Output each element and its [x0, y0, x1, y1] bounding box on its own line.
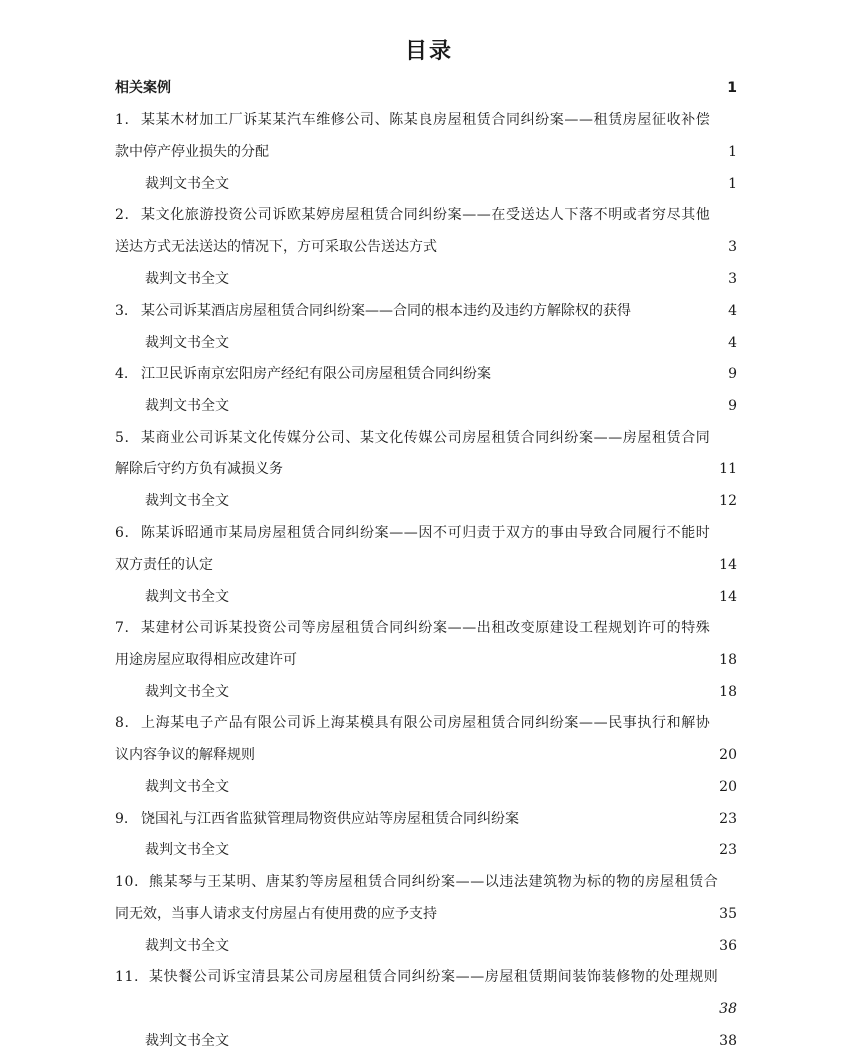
toc-entry-6-line2[interactable] [115, 554, 737, 576]
toc-entry-title-cont: 解除后守约方负有减损义务 [115, 461, 283, 477]
toc-entry-9[interactable] [115, 808, 737, 830]
toc-entry-3[interactable] [115, 300, 737, 322]
toc-entry-title-cont: 双方责任的认定 [115, 557, 213, 573]
toc-entry-title: 某文化旅游投资公司诉欧某婷房屋租赁合同纠纷案——在受送达人下落不明或者穷尽其他 [141, 207, 711, 223]
toc-entry-title: 某商业公司诉某文化传媒分公司、某文化传媒公司房屋租赁合同纠纷案——房屋租赁合同 [141, 430, 711, 446]
toc-subentry-page: 14 [719, 589, 737, 605]
toc-entry-title-cont: 用途房屋应取得相应改建许可 [115, 652, 297, 668]
toc-subentry-9[interactable] [115, 839, 737, 861]
toc-entry-page: 35 [719, 906, 737, 922]
toc-entry-11-line2[interactable] [115, 998, 737, 1020]
toc-subentry-label: 裁判文书全文 [145, 779, 229, 795]
toc-entry-6-line1[interactable] [115, 522, 737, 544]
toc-subentry-page: 23 [719, 842, 737, 858]
toc-entry-page: 20 [719, 747, 737, 763]
toc-entry-number: 5. [115, 430, 130, 446]
toc-subentry-4[interactable] [115, 395, 737, 417]
toc-section[interactable] [115, 77, 737, 99]
toc-entry-number: 8. [115, 715, 130, 731]
toc-entry-5-line1[interactable] [115, 427, 737, 449]
toc-subentry-label: 裁判文书全文 [145, 842, 229, 858]
toc-entry-number: 3. [115, 303, 129, 319]
toc-entry-number: 10. [115, 874, 140, 890]
toc-subentry-1[interactable] [115, 173, 737, 195]
toc-entry-1-line1[interactable] [115, 109, 737, 131]
page-title: 目录 [404, 39, 453, 64]
toc-entry-page: 38 [719, 1001, 737, 1017]
toc-subentry-page: 1 [728, 176, 737, 192]
toc-entry-8-line1[interactable] [115, 712, 737, 734]
toc-entry-page: 4 [728, 303, 737, 319]
toc-subentry-3[interactable] [115, 332, 737, 354]
toc-entry-page: 11 [719, 461, 737, 477]
toc-entry-10-line2[interactable] [115, 903, 737, 925]
toc-subentry-page: 36 [719, 938, 737, 954]
toc-entry-title-cont: 同无效，当事人请求支付房屋占有使用费的应予支持 [115, 906, 437, 922]
toc-entry-page: 9 [728, 366, 737, 382]
toc-subentry-label: 裁判文书全文 [145, 589, 229, 605]
toc-subentry-6[interactable] [115, 586, 737, 608]
toc-subentry-label: 裁判文书全文 [145, 176, 229, 192]
toc-entry-page: 18 [719, 652, 737, 668]
toc-entry-number: 4. [115, 366, 129, 382]
toc-entry-2-line2[interactable] [115, 236, 737, 258]
toc-entry-title-cont: 款中停产停业损失的分配 [115, 144, 269, 160]
toc-entry-2-line1[interactable] [115, 204, 737, 226]
toc-section-label: 相关案例 [115, 80, 171, 96]
toc-subentry-label: 裁判文书全文 [145, 684, 229, 700]
toc-entry-4[interactable] [115, 363, 737, 385]
toc-subentry-8[interactable] [115, 776, 737, 798]
toc-subentry-label: 裁判文书全文 [145, 335, 229, 351]
toc-subentry-page: 20 [719, 779, 737, 795]
toc-entry-title-cont: 送达方式无法送达的情况下，方可采取公告送达方式 [115, 239, 437, 255]
toc-entry-10-line1[interactable] [115, 871, 737, 893]
toc-entry-number: 7. [115, 620, 130, 636]
toc-subentry-label: 裁判文书全文 [145, 398, 229, 414]
toc-subentry-page: 12 [719, 493, 737, 509]
toc-subentry-2[interactable] [115, 268, 737, 290]
toc-subentry-7[interactable] [115, 681, 737, 703]
toc-entry-title: 某某木材加工厂诉某某汽车维修公司、陈某良房屋租赁合同纠纷案——租赁房屋征收补偿 [141, 112, 711, 128]
toc-entry-5-line2[interactable] [115, 458, 737, 480]
toc-entry-title: 陈某诉昭通市某局房屋租赁合同纠纷案——因不可归责于双方的事由导致合同履行不能时 [141, 525, 711, 541]
toc-entry-number: 11. [115, 969, 140, 985]
toc-subentry-5[interactable] [115, 490, 737, 512]
toc-subentry-label: 裁判文书全文 [145, 938, 229, 954]
toc-entry-title: 饶国礼与江西省监狱管理局物资供应站等房屋租赁合同纠纷案 [141, 811, 519, 827]
toc-subentry-page: 38 [719, 1033, 737, 1049]
toc-subentry-10[interactable] [115, 935, 737, 957]
toc-section-page: 1 [727, 80, 737, 96]
toc-subentry-page: 4 [728, 335, 737, 351]
toc-entry-11-line1[interactable] [115, 966, 737, 988]
toc-entry-page: 14 [719, 557, 737, 573]
toc-entry-7-line2[interactable] [115, 649, 737, 671]
toc-subentry-page: 9 [728, 398, 737, 414]
toc-subentry-page: 3 [728, 271, 737, 287]
toc-subentry-label: 裁判文书全文 [145, 271, 229, 287]
toc-entry-title: 江卫民诉南京宏阳房产经纪有限公司房屋租赁合同纠纷案 [141, 366, 491, 382]
toc-entry-number: 6. [115, 525, 130, 541]
toc-entry-8-line2[interactable] [115, 744, 737, 766]
toc-entry-page: 23 [719, 811, 737, 827]
toc-entry-title: 上海某电子产品有限公司诉上海某模具有限公司房屋租赁合同纠纷案——民事执行和解协 [141, 715, 711, 731]
toc-entry-title: 某建材公司诉某投资公司等房屋租赁合同纠纷案——出租改变原建设工程规划许可的特殊 [141, 620, 711, 636]
toc-entry-7-line1[interactable] [115, 617, 737, 639]
toc-entry-1-line2[interactable] [115, 141, 737, 163]
toc-subentry-label: 裁判文书全文 [145, 493, 229, 509]
toc-entry-number: 9. [115, 811, 129, 827]
toc-subentry-11[interactable] [115, 1030, 737, 1052]
toc-entry-number: 2. [115, 207, 130, 223]
toc-entry-title: 某快餐公司诉宝清县某公司房屋租赁合同纠纷案——房屋租赁期间装饰装修物的处理规则 [149, 969, 719, 985]
toc-entry-title-cont: 议内容争议的解释规则 [115, 747, 255, 763]
toc-entry-title: 某公司诉某酒店房屋租赁合同纠纷案——合同的根本违约及违约方解除权的获得 [141, 303, 631, 319]
toc-subentry-label: 裁判文书全文 [145, 1033, 229, 1049]
toc-entry-page: 3 [728, 239, 737, 255]
toc-entry-number: 1. [115, 112, 130, 128]
toc-subentry-page: 18 [719, 684, 737, 700]
toc-entry-title: 熊某琴与王某明、唐某豹等房屋租赁合同纠纷案——以违法建筑物为标的物的房屋租赁合 [149, 874, 719, 890]
toc-entry-page: 1 [728, 144, 737, 160]
